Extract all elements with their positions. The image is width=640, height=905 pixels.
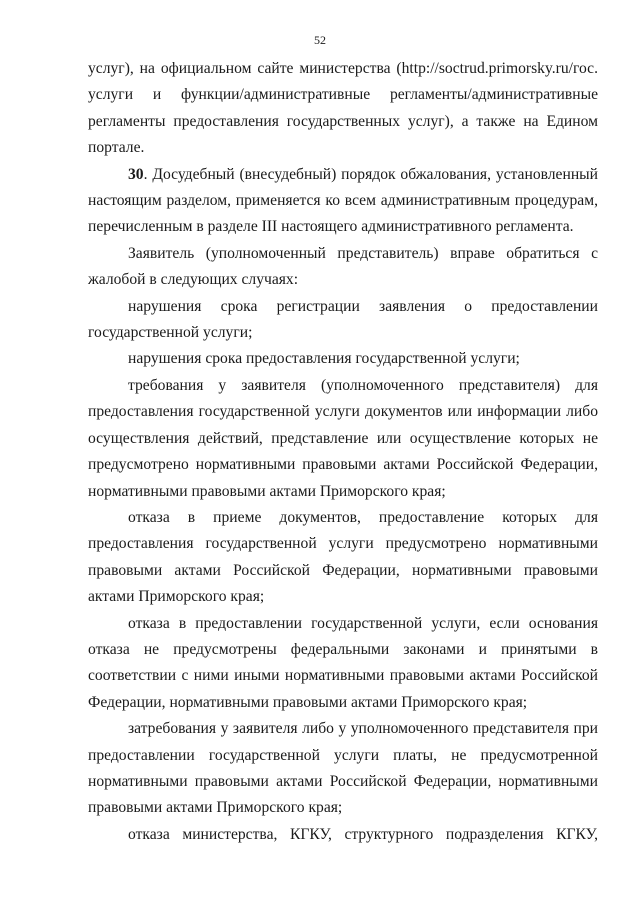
clause-number: 30	[128, 165, 144, 183]
paragraph-clause-30	[88, 162, 598, 241]
list-item-registration-violation: нарушения срока регистрации заявления о предоставлении государственной услуги;	[88, 297, 598, 342]
clause-text: . Досудебный (внесудебный) порядок обжалования, установленный настоящим разделом, применяется ко всем административным процедурам, перечисленным в разделе III настоящего административного регламента.	[88, 165, 598, 236]
list-item-refusal-service: отказа в предоставлении государственной услуги, если основания отказа не предусмотрены федеральными законами и принятыми в соответствии с ними иными нормативными правовыми актами Российской Федерации, нормативными правовыми актами Приморского края;	[88, 614, 598, 711]
list-item-ministry-refusal: отказа министерства, КГКУ, структурного подразделения КГКУ,	[128, 825, 598, 843]
paragraph-applicant-right: Заявитель (уполномоченный представитель) вправе обратиться с жалобой в следующих случаях:	[88, 244, 598, 289]
list-item-term-violation: нарушения срока предоставления государственной услуги;	[128, 350, 520, 368]
list-item-extra-documents: требования у заявителя (уполномоченного представителя) для предоставления государственной услуги документов или информации либо осуществления действий, представление или осуществление которых не предусмотрено нормативными правовыми актами Российской Федерации, нормативными правовыми актами Приморского края;	[88, 376, 598, 500]
list-item-refusal-acceptance: отказа в приеме документов, предоставление которых для предоставления государственной услуги предусмотрено нормативными правовыми актами Российской Федерации, нормативными правовыми актами Приморского края;	[88, 508, 598, 606]
list-item-fee-demand: затребования у заявителя либо у уполномоченного представителя при предоставлении государственной услуги платы, не предусмотренной нормативными правовыми актами Российской Федерации, нормативными правовыми актами Приморского края;	[88, 720, 598, 817]
document-body	[88, 56, 598, 848]
paragraph-continuation: услуг), на официальном сайте министерства (http://soctrud.primorsky.ru/гос. услуги и функции/административные регламенты/административные регламенты предоставления государственных услуг), а также на Едином портале.	[88, 60, 598, 157]
page-number: 52	[314, 33, 326, 47]
